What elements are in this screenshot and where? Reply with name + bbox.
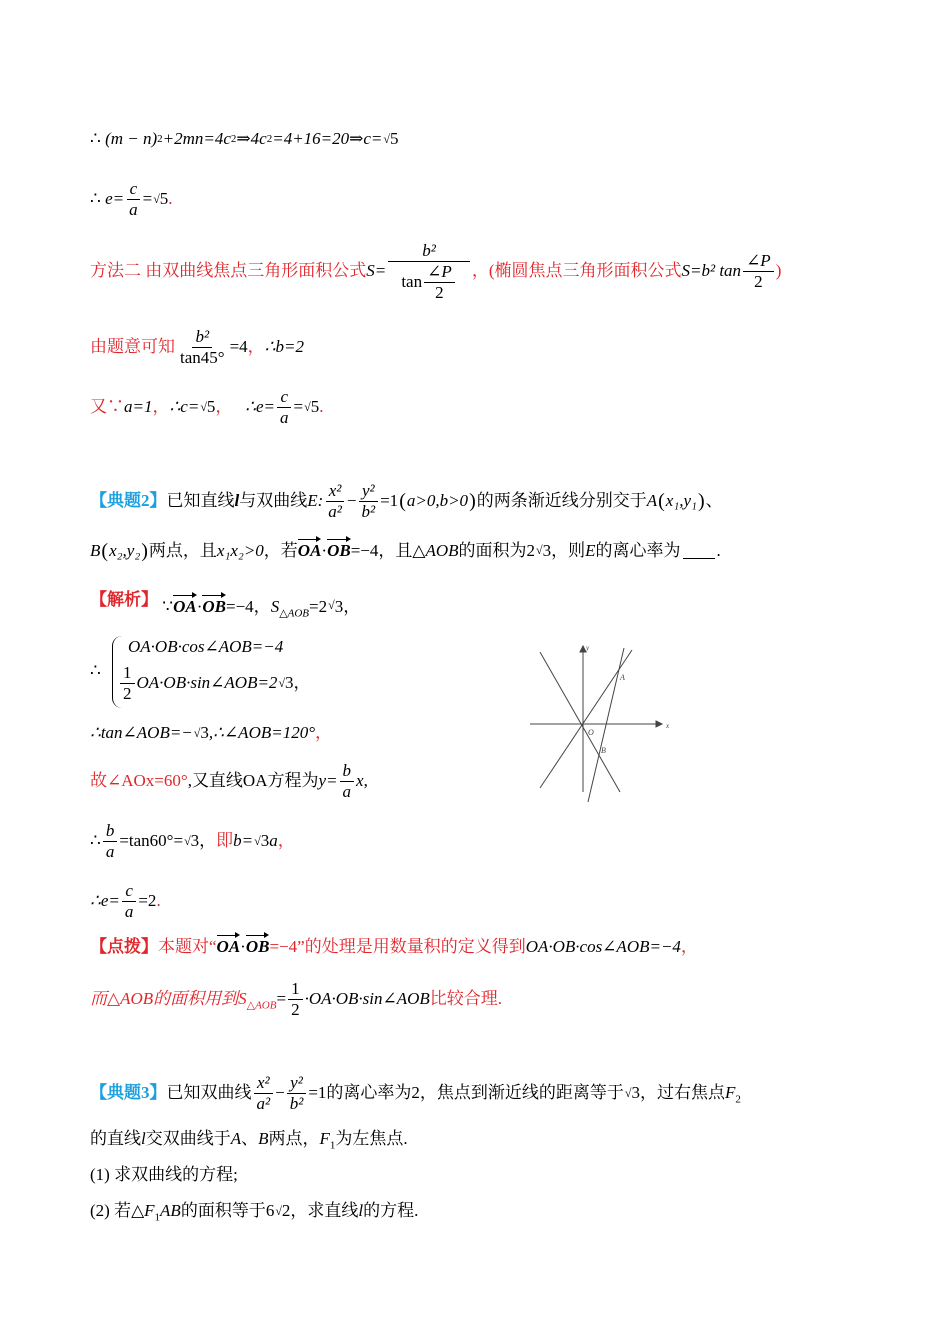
also-line bbox=[90, 388, 323, 427]
fraction-c-a: $\frac{c}{a}$ bbox=[126, 180, 141, 219]
therefore-symbol: ∴ bbox=[90, 189, 101, 208]
vector-OB: OB bbox=[245, 937, 270, 956]
eq-2: =2 bbox=[138, 891, 157, 910]
comma: ， bbox=[215, 397, 233, 416]
e-eq: e= bbox=[105, 189, 125, 208]
root-value: 5 bbox=[310, 397, 320, 416]
separator: 、 bbox=[705, 491, 723, 510]
condition: a>0,b>0 bbox=[406, 491, 469, 510]
comma: ， bbox=[199, 831, 217, 850]
area-sub: △AOB bbox=[279, 607, 310, 620]
example-2-line-1: 【典题2】 已知直线 l 与双曲线 E: $\frac{\text{x²}}{\text{a²}}$ − $\frac{\text{y²}}{\text{b²}}$ =1 ( a>0,b>0 ) 的两条渐近线分别交于 A ( x₁,y₁ ) 、 bbox=[90, 481, 723, 521]
question-2-text: 的面积等于6 bbox=[180, 1201, 275, 1220]
therefore-symbol: ∴ bbox=[90, 831, 101, 850]
ex3-text: =1的离心率为2，焦点到渐近线的距离等于 bbox=[308, 1083, 624, 1102]
given-label: 由题意可知 bbox=[90, 337, 175, 356]
end-dot: . bbox=[716, 540, 721, 560]
solution-ratio-line bbox=[90, 822, 295, 861]
fraction-half: $\frac{1}{2}$ bbox=[120, 664, 135, 703]
sqrt-icon: √ bbox=[184, 833, 191, 848]
ex2-text: 的两条渐近线分别交于 bbox=[476, 491, 647, 510]
dot: · bbox=[240, 937, 246, 956]
method-two-label: 方法二 由双曲线焦点三角形面积公式 bbox=[90, 261, 367, 281]
root-value: 2 bbox=[281, 1201, 291, 1220]
ex2-text: 的面积为2 bbox=[458, 540, 536, 560]
eq: = bbox=[293, 397, 304, 416]
angle-aox: 故∠AOx=60° bbox=[90, 771, 188, 790]
expr-tail: +2mn=4c bbox=[162, 129, 231, 148]
line-l bbox=[588, 648, 624, 802]
sqrt-icon: √ bbox=[536, 543, 543, 558]
tan-aob: ∴tan∠AOB=− bbox=[90, 723, 193, 742]
x-axis-arrow-icon bbox=[656, 721, 662, 727]
x1x2-cond: x₁x₂>0 bbox=[216, 540, 264, 560]
x-var: x bbox=[356, 771, 364, 790]
point-B: B bbox=[258, 1129, 269, 1148]
root-value: 3 bbox=[285, 673, 294, 692]
comma: ， bbox=[343, 597, 361, 616]
origin-label: O bbox=[588, 728, 594, 737]
ex2-text: 已知直线 bbox=[166, 491, 235, 510]
ex3-text: 交双曲线于 bbox=[145, 1129, 231, 1148]
segment-AB: AB bbox=[160, 1201, 181, 1220]
therefore-symbol: ∴ bbox=[90, 129, 101, 148]
sqrt-icon: √ bbox=[278, 675, 286, 690]
dot: · bbox=[196, 597, 203, 616]
ex3-text: 已知双曲线 bbox=[166, 1083, 252, 1102]
e-eq: ∴e= bbox=[90, 891, 120, 910]
ex3-text: 为左焦点. bbox=[335, 1129, 408, 1148]
curve-E: E: bbox=[307, 491, 324, 510]
sqrt-icon: √ bbox=[193, 725, 201, 740]
root-value: 3 bbox=[190, 831, 200, 850]
area-formula: ·OA·OB·sin∠AOB bbox=[304, 989, 430, 1008]
example-3-line-1 bbox=[90, 1074, 741, 1113]
system-eq-2 bbox=[118, 664, 311, 703]
fraction-b-a: $\frac{b}{a}$ bbox=[103, 822, 118, 861]
focus-F1: F bbox=[144, 1201, 155, 1220]
comma: ， bbox=[293, 673, 311, 692]
point-B-coord: x₂,y₂ bbox=[109, 540, 141, 560]
solution-angle-line bbox=[90, 762, 368, 801]
point-A-label: A bbox=[620, 673, 625, 682]
method-two-line bbox=[90, 242, 781, 302]
root-value: 3 bbox=[260, 831, 270, 850]
example-3-line-2 bbox=[90, 1129, 408, 1152]
asymptote-1 bbox=[540, 652, 620, 792]
system-equation-1: OA·OB·cos∠AOB=−4 bbox=[128, 637, 284, 656]
ex3-text: 两点， bbox=[268, 1129, 320, 1148]
ex2-text: 的离心率为 bbox=[595, 540, 681, 560]
end-dot: . bbox=[156, 891, 161, 910]
ex3-text: ，过右焦点 bbox=[640, 1083, 725, 1102]
comma: ， bbox=[315, 723, 333, 742]
minus: − bbox=[275, 1083, 285, 1102]
curve-E: E bbox=[585, 540, 596, 560]
ellipse-formula: S=b² tan bbox=[681, 261, 742, 281]
focus-F1: F bbox=[319, 1129, 330, 1148]
comma: , bbox=[363, 771, 368, 790]
end-dot: . bbox=[168, 189, 173, 208]
given-line bbox=[90, 328, 304, 367]
expr-step: ⇒4c bbox=[236, 129, 267, 148]
area-S: S bbox=[238, 989, 247, 1008]
example-2-line-2: B ( x₂,y₂ ) 两点，且 x₁x₂>0 ，若 OA · OB =−4，且△ AOB 的面积为2 √ 3 ，则 E 的离心率为 . bbox=[90, 540, 721, 562]
tip-text: =−4”的处理是用数量积的定义得到 bbox=[269, 937, 526, 956]
question-1-text: 求双曲线的方程; bbox=[114, 1165, 238, 1184]
root-value: 5 bbox=[159, 189, 169, 208]
angle-aob: ,∴∠AOB=120° bbox=[208, 723, 316, 742]
asymptote-figure bbox=[528, 642, 668, 802]
solution-tag: 【解析】 bbox=[90, 590, 158, 609]
tip-line-1 bbox=[90, 938, 698, 957]
solution-line-2 bbox=[90, 180, 173, 219]
answer-blank bbox=[683, 544, 715, 559]
eq: =−4， bbox=[226, 597, 271, 616]
sqrt-icon: √ bbox=[624, 1085, 632, 1100]
eq-4: =4 bbox=[229, 337, 248, 356]
dot: · bbox=[321, 540, 328, 560]
sqrt-icon: √ bbox=[153, 191, 160, 206]
y-axis-label: y bbox=[586, 644, 590, 652]
point-A-coord: x₁,y₁ bbox=[665, 491, 697, 510]
point-A: A bbox=[230, 1129, 242, 1148]
question-2-number: (2) bbox=[90, 1201, 110, 1220]
root-value: 3 bbox=[542, 540, 552, 560]
comma: ， bbox=[277, 831, 295, 850]
tip-text: 本题对“ bbox=[158, 937, 217, 956]
tan60: =tan60°= bbox=[119, 831, 184, 850]
vector-OB: OB bbox=[202, 597, 226, 616]
root-value: 5 bbox=[390, 129, 399, 148]
expr-result: =4+16=20⇒c= bbox=[272, 129, 383, 148]
comma: ， bbox=[247, 337, 265, 356]
fraction-c-a: $\frac{c}{a}$ bbox=[277, 388, 292, 427]
example-2-tag: 【典题2】 bbox=[90, 491, 167, 510]
point-B-label: B bbox=[601, 746, 606, 755]
dot-product-def: OA·OB·cos∠AOB=−4 bbox=[525, 937, 681, 956]
fraction-x2-a2: $\frac{\text{x²}}{\text{a²}}$ bbox=[254, 1074, 274, 1113]
line-l: l bbox=[141, 1129, 146, 1148]
question-2-text: 的方程. bbox=[363, 1201, 419, 1220]
ex2-text: ，若 bbox=[263, 540, 298, 560]
end-dot: . bbox=[319, 397, 324, 416]
fraction-b-a: $\frac{b}{a}$ bbox=[340, 762, 355, 801]
comma: ， bbox=[680, 937, 698, 956]
b-eq: b= bbox=[233, 831, 254, 850]
ex3-text: 的直线 bbox=[90, 1129, 141, 1148]
fraction-b2-tan45: $\frac{\text{b²}}{\tan 45^\circ}$ bbox=[180, 327, 225, 367]
because-symbol: ∵ bbox=[162, 597, 174, 616]
sqrt-icon: √ bbox=[254, 833, 261, 848]
sqrt-icon: √ bbox=[383, 131, 390, 146]
vector-OB: OB bbox=[327, 540, 351, 560]
triangle-AOB: AOB bbox=[425, 540, 459, 560]
root-value: 3 bbox=[334, 597, 344, 616]
line-l: l bbox=[234, 491, 240, 510]
system-eq-1 bbox=[128, 638, 283, 657]
system-therefore bbox=[90, 662, 101, 681]
root-value: 3 bbox=[200, 723, 209, 742]
S-eq: S= bbox=[366, 261, 387, 281]
tip-line-2 bbox=[90, 980, 502, 1019]
fraction-c-a: $\frac{c}{a}$ bbox=[122, 882, 137, 921]
sqrt-icon: √ bbox=[304, 399, 311, 414]
question-1 bbox=[90, 1166, 238, 1185]
fraction-x2-a2: $\frac{\text{x²}}{\text{a²}}$ bbox=[325, 482, 345, 521]
eq: =2 bbox=[309, 597, 328, 616]
area-S: S bbox=[270, 597, 280, 616]
area-sub: △AOB bbox=[246, 999, 277, 1012]
ex2-text: 两点，且 bbox=[148, 540, 217, 560]
solution-e-line bbox=[90, 882, 161, 921]
fraction-area-formula: b² tan $\frac{\angle P}{2}$ bbox=[388, 242, 470, 302]
ex2-text: ，则 bbox=[551, 540, 586, 560]
sqrt-icon: √ bbox=[328, 597, 335, 612]
solution-header-line bbox=[90, 584, 361, 620]
focus-F1-sub: 1 bbox=[329, 1139, 336, 1152]
eq-1: =1 bbox=[380, 491, 399, 510]
separator: 、 bbox=[241, 1129, 259, 1148]
root-value: 3 bbox=[631, 1083, 640, 1102]
focus-F2: F bbox=[725, 1083, 736, 1102]
tip-text: 而△AOB的面积用到 bbox=[90, 989, 239, 1008]
point-B: B bbox=[90, 540, 101, 560]
root-value: 5 bbox=[206, 397, 216, 416]
tip-text: 比较合理. bbox=[429, 989, 503, 1008]
x-axis-label: x bbox=[666, 722, 670, 730]
focus-F2-sub: 2 bbox=[735, 1093, 741, 1106]
fraction-half: $\frac{1}{2}$ bbox=[288, 980, 303, 1019]
tip-tag: 【点拨】 bbox=[90, 937, 158, 956]
vector-OA: OA bbox=[173, 597, 197, 616]
c-eq: ∴c= bbox=[169, 397, 200, 416]
vector-OA: OA bbox=[216, 937, 241, 956]
ex2-text: =−4，且△ bbox=[350, 540, 426, 560]
question-2-text: 若△ bbox=[114, 1201, 145, 1220]
ex2-text: 与双曲线 bbox=[239, 491, 308, 510]
point-A: A bbox=[646, 491, 658, 510]
example-3-tag: 【典题3】 bbox=[90, 1083, 167, 1102]
fraction-y2-b2: $\frac{\text{y²}}{\text{b²}}$ bbox=[287, 1074, 307, 1113]
eq: = bbox=[142, 189, 153, 208]
focus-F1-sub: 1 bbox=[154, 1211, 161, 1224]
fraction-angle-half: $\frac{\angle P}{2}$ bbox=[743, 252, 774, 291]
eq: = bbox=[276, 989, 287, 1008]
close-paren: ) bbox=[775, 261, 782, 281]
sqrt-icon: √ bbox=[200, 399, 207, 414]
e-eq: ∴e= bbox=[245, 397, 276, 416]
y-eq: y= bbox=[318, 771, 338, 790]
oa-equation-label: ,又直线OA方程为 bbox=[187, 771, 319, 790]
question-1-number: (1) bbox=[90, 1165, 110, 1184]
expr-mn: (m − n) bbox=[105, 129, 158, 148]
also-label: 又∵ bbox=[90, 397, 124, 416]
question-2 bbox=[90, 1201, 419, 1224]
ie-label: 即 bbox=[216, 831, 234, 850]
solution-line-1: ∴ (m − n) 2 +2mn=4c 2 ⇒4c 2 =4+16=20⇒c= √ 5 bbox=[90, 129, 399, 148]
sqrt-icon: √ bbox=[275, 1203, 282, 1218]
fraction-y2-b2: $\frac{\text{y²}}{\text{b²}}$ bbox=[358, 482, 378, 521]
vector-OA: OA bbox=[297, 540, 322, 560]
minus: − bbox=[346, 491, 357, 510]
system-equation-2: OA·OB·sin∠AOB=2 bbox=[136, 673, 278, 692]
a-var: a bbox=[269, 831, 278, 850]
question-2-text: ，求直线 bbox=[290, 1201, 359, 1220]
a-eq: a=1 bbox=[124, 397, 153, 416]
b-result: ∴b=2 bbox=[264, 337, 304, 356]
comma: ， bbox=[152, 397, 170, 416]
line-l: l bbox=[358, 1201, 364, 1220]
solution-tan-line bbox=[90, 724, 332, 743]
therefore-symbol: ∴ bbox=[90, 661, 101, 680]
ellipse-note: ，(椭圆焦点三角形面积公式 bbox=[471, 261, 682, 281]
